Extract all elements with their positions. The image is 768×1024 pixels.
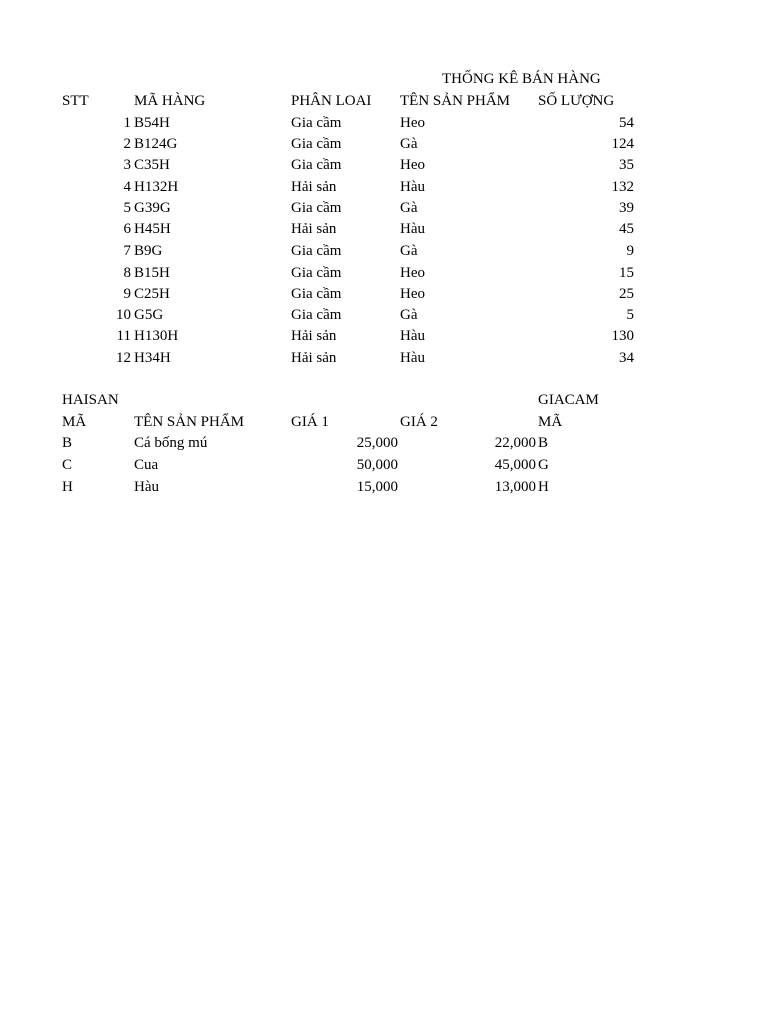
cell-ten-san-pham: Hàu <box>400 328 425 344</box>
cell-ten-san-pham: Heo <box>400 157 425 173</box>
cell-so-luong: 25 <box>619 286 634 302</box>
cell-phan-loai: Gia cầm <box>291 200 342 216</box>
cell-so-luong: 130 <box>611 328 634 344</box>
haisan-cell-ten-san-pham: Hàu <box>134 479 159 495</box>
cell-phan-loai: Gia cầm <box>291 286 342 302</box>
haisan-header-ten-san-pham: TÊN SẢN PHẨM <box>134 414 245 430</box>
cell-so-luong: 9 <box>626 243 634 259</box>
cell-ma-hang: H45H <box>134 221 171 237</box>
giacam-cell-ma: H <box>538 479 549 495</box>
haisan-header-gia1: GIÁ 1 <box>291 414 329 430</box>
cell-ma-hang: B9G <box>134 243 163 259</box>
haisan-cell-ma: B <box>62 435 73 451</box>
cell-stt: 5 <box>123 200 131 216</box>
cell-phan-loai: Gia cầm <box>291 243 342 259</box>
header-so-luong: SỐ LƯỢNG <box>538 93 615 109</box>
giacam-header-ma: MÃ <box>538 414 563 430</box>
cell-stt: 8 <box>123 265 131 281</box>
cell-ten-san-pham: Gà <box>400 307 418 323</box>
cell-so-luong: 45 <box>619 221 634 237</box>
haisan-cell-gia2: 13,000 <box>494 479 536 495</box>
cell-ma-hang: B54H <box>134 115 170 131</box>
giacam-label: GIACAM <box>538 392 599 408</box>
cell-ma-hang: B15H <box>134 265 170 281</box>
cell-so-luong: 132 <box>611 179 634 195</box>
header-phan-loai: PHÂN LOAI <box>291 93 372 109</box>
cell-ten-san-pham: Gà <box>400 136 418 152</box>
cell-phan-loai: Gia cầm <box>291 136 342 152</box>
cell-so-luong: 15 <box>619 265 634 281</box>
cell-stt: 10 <box>116 307 131 323</box>
cell-so-luong: 34 <box>619 350 634 366</box>
haisan-cell-ten-san-pham: Cua <box>134 457 159 473</box>
cell-phan-loai: Gia cầm <box>291 115 342 131</box>
cell-stt: 3 <box>123 157 131 173</box>
cell-phan-loai: Hải sản <box>291 350 337 366</box>
haisan-header-gia2: GIÁ 2 <box>400 414 438 430</box>
cell-ma-hang: C35H <box>134 157 170 173</box>
giacam-cell-ma: G <box>538 457 549 473</box>
cell-so-luong: 54 <box>619 115 634 131</box>
cell-ma-hang: B124G <box>134 136 178 152</box>
cell-stt: 7 <box>123 243 131 259</box>
cell-ten-san-pham: Heo <box>400 286 425 302</box>
cell-ten-san-pham: Gà <box>400 200 418 216</box>
cell-stt: 11 <box>116 328 131 344</box>
sheet-title: THỐNG KÊ BÁN HÀNG <box>442 71 601 87</box>
cell-ten-san-pham: Heo <box>400 115 425 131</box>
cell-phan-loai: Hải sản <box>291 221 337 237</box>
cell-phan-loai: Gia cầm <box>291 265 342 281</box>
haisan-cell-ma: H <box>62 479 73 495</box>
haisan-cell-gia1: 50,000 <box>356 457 398 473</box>
haisan-cell-ten-san-pham: Cá bống mú <box>134 435 208 451</box>
cell-phan-loai: Gia cầm <box>291 157 342 173</box>
cell-so-luong: 39 <box>619 200 634 216</box>
cell-phan-loai: Hải sản <box>291 328 337 344</box>
cell-ma-hang: G39G <box>134 200 171 216</box>
cell-ten-san-pham: Gà <box>400 243 418 259</box>
cell-phan-loai: Hải sản <box>291 179 337 195</box>
cell-ma-hang: G5G <box>134 307 164 323</box>
cell-so-luong: 124 <box>611 136 634 152</box>
cell-ma-hang: H132H <box>134 179 179 195</box>
cell-ma-hang: H130H <box>134 328 179 344</box>
cell-ma-hang: H34H <box>134 350 171 366</box>
cell-phan-loai: Gia cầm <box>291 307 342 323</box>
cell-ma-hang: C25H <box>134 286 170 302</box>
haisan-cell-gia2: 45,000 <box>494 457 536 473</box>
cell-ten-san-pham: Hàu <box>400 179 425 195</box>
cell-stt: 12 <box>116 350 131 366</box>
cell-ten-san-pham: Hàu <box>400 350 425 366</box>
header-ma-hang: MÃ HÀNG <box>134 93 206 109</box>
haisan-header-ma: MÃ <box>62 414 87 430</box>
cell-so-luong: 5 <box>626 307 634 323</box>
header-stt: STT <box>62 93 89 109</box>
haisan-cell-ma: C <box>62 457 73 473</box>
cell-stt: 9 <box>123 286 131 302</box>
haisan-cell-gia2: 22,000 <box>494 435 536 451</box>
haisan-cell-gia1: 25,000 <box>356 435 398 451</box>
cell-so-luong: 35 <box>619 157 634 173</box>
giacam-cell-ma: B <box>538 435 549 451</box>
haisan-cell-gia1: 15,000 <box>356 479 398 495</box>
cell-ten-san-pham: Heo <box>400 265 425 281</box>
header-ten-san-pham: TÊN SẢN PHẨM <box>400 93 511 109</box>
cell-stt: 6 <box>123 221 131 237</box>
cell-stt: 2 <box>123 136 131 152</box>
cell-stt: 4 <box>123 179 131 195</box>
haisan-label: HAISAN <box>62 392 119 408</box>
cell-stt: 1 <box>123 115 131 131</box>
cell-ten-san-pham: Hàu <box>400 221 425 237</box>
